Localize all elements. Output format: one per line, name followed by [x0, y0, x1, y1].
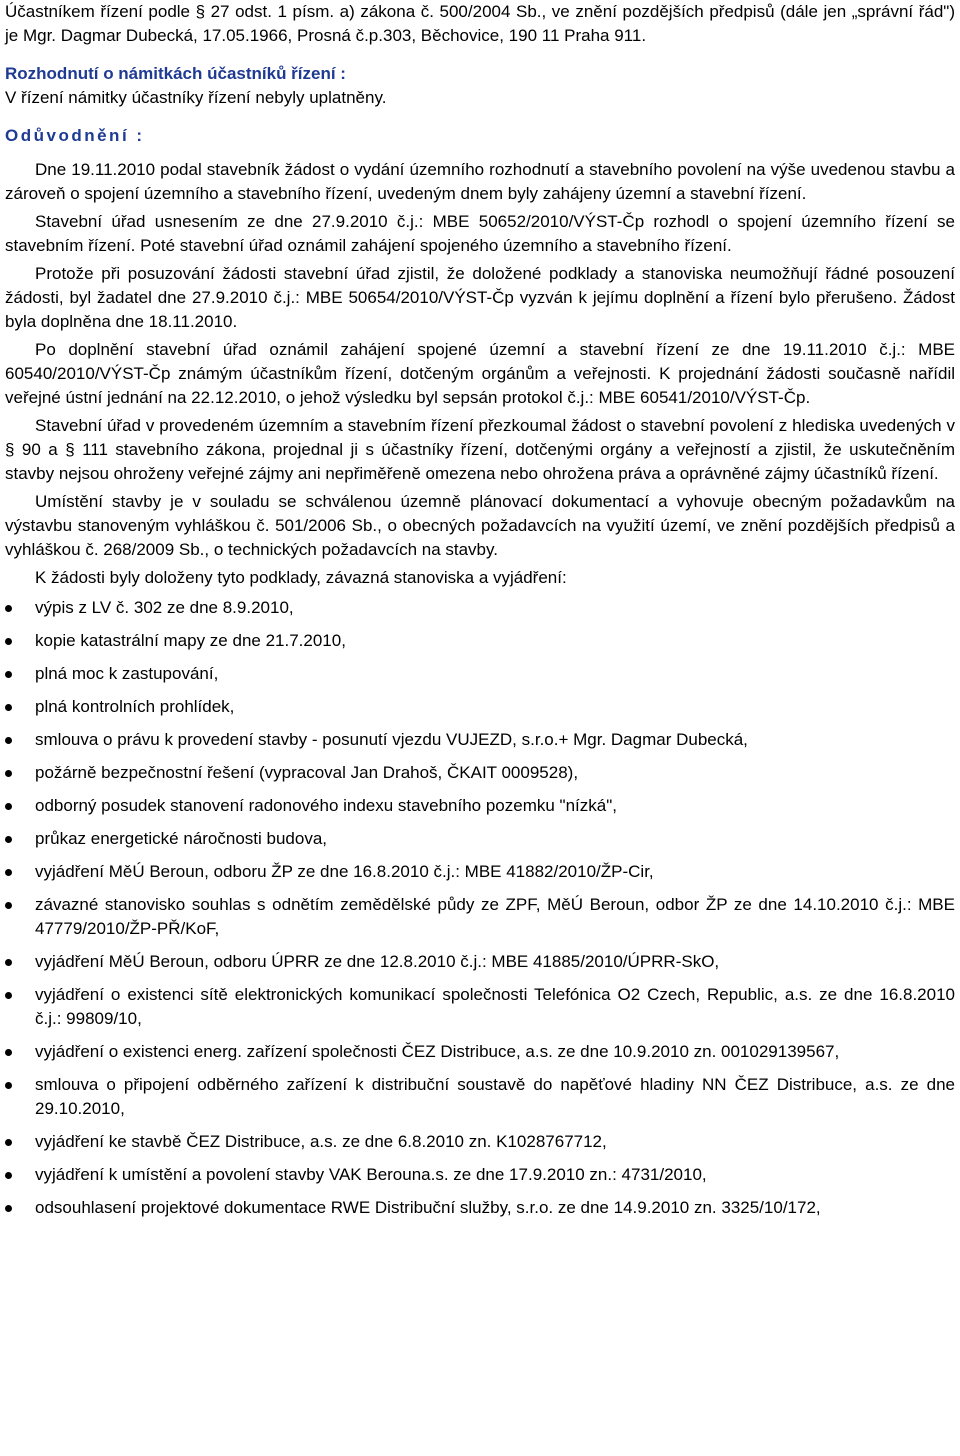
bullet-icon — [5, 704, 12, 711]
list-item — [5, 1073, 955, 1121]
list-item-text: požárně bezpečnostní řešení (vypracoval Jan Drahoš, ČKAIT 0009528), — [35, 763, 579, 782]
bullet-icon — [5, 1082, 12, 1089]
list-item — [5, 1130, 955, 1154]
list-item — [5, 1163, 955, 1187]
bullet-icon — [5, 1205, 12, 1212]
documents-intro: K žádosti byly doloženy tyto podklady, závazná stanoviska a vyjádření: — [35, 568, 567, 587]
objections-text: V řízení námitky účastníky řízení nebyly uplatněny. — [5, 88, 387, 107]
bullet-icon — [5, 1139, 12, 1146]
list-item-text: vyjádření k umístění a povolení stavby VAK Berouna.s. ze dne 17.9.2010 zn.: 4731/2010, — [35, 1165, 707, 1184]
list-item — [5, 950, 955, 974]
list-item — [5, 1040, 955, 1064]
list-item-text: smlouva o právu k provedení stavby - posunutí vjezdu VUJEZD, s.r.o.+ Mgr. Dagmar Dubecká, — [35, 730, 748, 749]
bullet-icon — [5, 671, 12, 678]
list-item — [5, 596, 955, 620]
list-item — [5, 728, 955, 752]
bullet-icon — [5, 1049, 12, 1056]
list-item-text: vyjádření ke stavbě ČEZ Distribuce, a.s. ze dne 6.8.2010 zn. K1028767712, — [35, 1132, 607, 1151]
objections-heading: Rozhodnutí o námitkách účastníků řízení : — [5, 64, 346, 83]
bullet-icon — [5, 737, 12, 744]
bullet-icon — [5, 638, 12, 645]
bullet-icon — [5, 803, 12, 810]
list-item — [5, 860, 955, 884]
list-item — [5, 794, 955, 818]
list-item — [5, 629, 955, 653]
intro-paragraph: Účastníkem řízení podle § 27 odst. 1 písm. a) zákona č. 500/2004 Sb., ve znění pozdějších předpisů (dále jen „správní řád") je Mgr. Dagmar Dubecká, 17.05.1966, Prosná č.p.303, Běchovice, 190 11 Praha 911. — [5, 2, 955, 45]
bullet-icon — [5, 836, 12, 843]
list-item-text: vyjádření o existenci energ. zařízení společnosti ČEZ Distribuce, a.s. ze dne 10.9.2010 zn. 001029139567, — [35, 1042, 840, 1061]
bullet-icon — [5, 992, 12, 999]
list-item-text: odsouhlasení projektové dokumentace RWE Distribuční služby, s.r.o. ze dne 14.9.2010 zn. 3325/10/172, — [35, 1198, 821, 1217]
reasoning-paragraph-6: Umístění stavby je v souladu se schválenou územně plánovací dokumentací a vyhovuje obecným požadavkům na výstavbu stanoveným vyhláškou č. 501/2006 Sb., o obecných požadavcích na využití území, ve znění pozdějších předpisů a vyhláškou č. 268/2009 Sb., o technických požadavcích na stavby. — [5, 492, 955, 559]
list-item — [5, 983, 955, 1031]
list-item — [5, 662, 955, 686]
bullet-icon — [5, 1172, 12, 1179]
list-item-text: průkaz energetické náročnosti budova, — [35, 829, 328, 848]
reasoning-paragraph-2: Stavební úřad usnesením ze dne 27.9.2010 č.j.: MBE 50652/2010/VÝST-Čp rozhodl o spojení územního řízení se stavebním řízení. Poté stavební úřad oznámil zahájení spojeného územního a stavebního řízení. — [5, 212, 955, 255]
bullet-icon — [5, 902, 12, 909]
list-item-text: vyjádření MěÚ Beroun, odboru ÚPRR ze dne 12.8.2010 č.j.: MBE 41885/2010/ÚPRR-SkO, — [35, 952, 720, 971]
list-item — [5, 695, 955, 719]
list-item-text: vyjádření o existenci sítě elektronických komunikací společnosti Telefónica O2 Czech, Republic, a.s. ze dne 16.8.2010 č.j.: 99809/10, — [35, 985, 955, 1028]
bullet-icon — [5, 605, 12, 612]
reasoning-heading: Odůvodnění : — [5, 126, 145, 145]
document-page — [5, 0, 955, 1229]
list-item-text: výpis z LV č. 302 ze dne 8.9.2010, — [35, 598, 294, 617]
list-item-text: vyjádření MěÚ Beroun, odboru ŽP ze dne 16.8.2010 č.j.: MBE 41882/2010/ŽP-Cir, — [35, 862, 654, 881]
bullet-icon — [5, 959, 12, 966]
reasoning-paragraph-4: Po doplnění stavební úřad oznámil zahájení spojené územní a stavební řízení ze dne 19.11.2010 č.j.: MBE 60540/2010/VÝST-Čp známým účastníkům řízení, dotčeným orgánům a veřejnosti. K projednání žádosti současně nařídil veřejné ústní jednání na 22.12.2010, o jehož výsledku byl sepsán protokol č.j.: MBE 60541/2010/VÝST-Čp. — [5, 340, 955, 407]
documents-list — [5, 596, 955, 1220]
list-item-text: smlouva o připojení odběrného zařízení k distribuční soustavě do napěťové hladiny NN ČEZ Distribuce, a.s. ze dne 29.10.2010, — [35, 1075, 955, 1118]
list-item-text: plná kontrolních prohlídek, — [35, 697, 235, 716]
reasoning-paragraph-1: Dne 19.11.2010 podal stavebník žádost o vydání územního rozhodnutí a stavebního povolení na výše uvedenou stavbu a zároveň o spojení územního a stavebního řízení, uvedeným dnem byly zahájeny územní a stavební řízení. — [5, 160, 955, 203]
bullet-icon — [5, 869, 12, 876]
list-item-text: kopie katastrální mapy ze dne 21.7.2010, — [35, 631, 346, 650]
bullet-icon — [5, 770, 12, 777]
list-item-text: závazné stanovisko souhlas s odnětím zemědělské půdy ze ZPF, MěÚ Beroun, odbor ŽP ze dne 14.10.2010 č.j.: MBE 47779/2010/ŽP-PŘ/KoF, — [35, 895, 955, 938]
list-item-text: plná moc k zastupování, — [35, 664, 219, 683]
list-item-text: odborný posudek stanovení radonového indexu stavebního pozemku "nízká", — [35, 796, 617, 815]
list-item — [5, 827, 955, 851]
list-item — [5, 761, 955, 785]
reasoning-paragraph-3: Protože při posuzování žádosti stavební úřad zjistil, že doložené podklady a stanoviska neumožňují řádné posouzení žádosti, byl žadatel dne 27.9.2010 č.j.: MBE 50654/2010/VÝST-Čp vyzván k jejímu doplnění a řízení bylo přerušeno. Žádost byla doplněna dne 18.11.2010. — [5, 264, 955, 331]
reasoning-paragraph-5: Stavební úřad v provedeném územním a stavebním řízení přezkoumal žádost o stavební povolení z hlediska uvedených v § 90 a § 111 stavebního zákona, projednal ji s účastníky řízení, dotčenými orgány a veřejností a zjistil, že uskutečněním stavby nejsou ohroženy veřejné zájmy ani nepřiměřeně omezena nebo ohrožena práva a oprávněné zájmy účastníků řízení. — [5, 416, 955, 483]
list-item — [5, 1196, 955, 1220]
list-item — [5, 893, 955, 941]
